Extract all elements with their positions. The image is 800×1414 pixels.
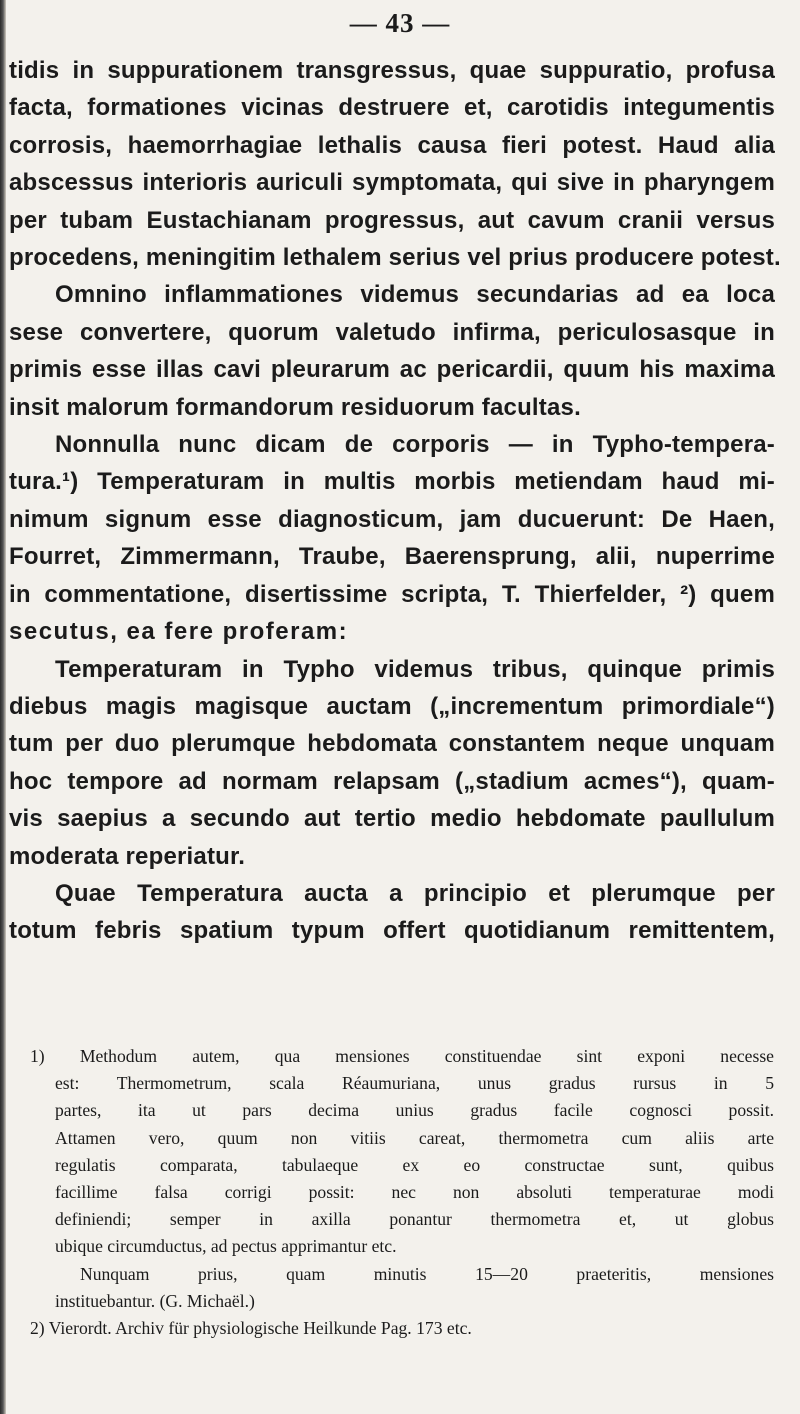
text-line: primis esse illas cavi pleurarum ac pericardii, quum his maxima <box>9 356 775 384</box>
text-line: insit malorum formandorum residuorum facultas. <box>9 393 581 421</box>
text-line: nimum signum esse diagnosticum, jam ducuerunt: De Haen, <box>9 505 775 533</box>
footnote-line: Nunquam prius, quam minutis 15—20 praeteritis, mensiones <box>80 1263 774 1284</box>
text-line: sese convertere, quorum valetudo infirma, periculosasque in <box>9 318 775 346</box>
footnote-line: definiendi; semper in axilla ponantur thermometra et, ut globus <box>55 1209 774 1230</box>
footnote-line: 1) Methodum autem, qua mensiones constituendae sint exponi necesse <box>30 1046 774 1066</box>
text-line: Fourret, Zimmermann, Traube, Baerensprung, alii, nuperrime <box>9 543 775 571</box>
footnote-line: 2) Vierordt. Archiv für physiologische Heilkunde Pag. 173 etc. <box>30 1318 472 1339</box>
footnote-line: Attamen vero, quum non vitiis careat, thermometra cum aliis arte <box>55 1127 774 1148</box>
text-line: abscessus interioris auriculi symptomata, qui sive in pharyngem <box>9 169 775 197</box>
text-line: totum febris spatium typum offert quotidianum remittentem, <box>9 917 775 945</box>
text-line: Nonnulla nunc dicam de corporis — in Typho-tempera- <box>55 431 775 459</box>
footnote-line: ubique circumductus, ad pectus apprimantur etc. <box>55 1236 397 1257</box>
footnote-line: est: Thermometrum, scala Réaumuriana, unus gradus rursus in 5 <box>55 1073 774 1094</box>
text-line: tidis in suppurationem transgressus, quae suppuratio, profusa <box>9 57 775 84</box>
text-line: facta, formationes vicinas destruere et, carotidis integumentis <box>9 94 775 122</box>
text-line: tum per duo plerumque hebdomata constantem neque unquam <box>9 730 775 758</box>
text-line: Quae Temperatura aucta a principio et plerumque per <box>55 879 775 907</box>
text-line: moderata reperiatur. <box>9 842 246 870</box>
text-line: in commentatione, disertissime scripta, T. Thierfelder, ²) quem <box>9 580 775 608</box>
text-line: tura.¹) Temperaturam in multis morbis metiendam haud mi- <box>9 468 775 496</box>
footnote-line: regulatis comparata, tabulaeque ex eo constructae sunt, quibus <box>55 1154 774 1175</box>
text-line: vis saepius a secundo aut tertio medio hebdomate paullulum <box>9 805 775 833</box>
text-line: procedens, meningitim lethalem serius vel prius producere potest. <box>9 244 781 272</box>
page-binding-edge <box>0 0 6 1414</box>
footnote-line: instituebantur. (G. Michaël.) <box>55 1290 255 1311</box>
page-number: — 43 — <box>349 8 451 38</box>
text-line: Temperaturam in Typho videmus tribus, quinque primis <box>55 655 775 683</box>
text-line: corrosis, haemorrhagiae lethalis causa fieri potest. Haud alia <box>9 131 775 159</box>
text-line: Omnino inflammationes videmus secundarias ad ea loca <box>55 281 775 309</box>
footnote-line: facillime falsa corrigi possit: nec non absoluti temperaturae modi <box>55 1182 774 1203</box>
footnote-line: partes, ita ut pars decima unius gradus facile cognosci possit. <box>55 1100 774 1121</box>
footnotes <box>30 1043 774 1342</box>
text-line: hoc tempore ad normam relapsam („stadium acmes“), quam- <box>9 767 775 795</box>
main-body-text <box>9 52 781 950</box>
text-line: per tubam Eustachianam progressus, aut cavum cranii versus <box>9 206 775 234</box>
text-line: secutus, ea fere proferam: <box>9 618 349 646</box>
text-line: diebus magis magisque auctam („incrementum primordiale“) <box>9 692 775 720</box>
